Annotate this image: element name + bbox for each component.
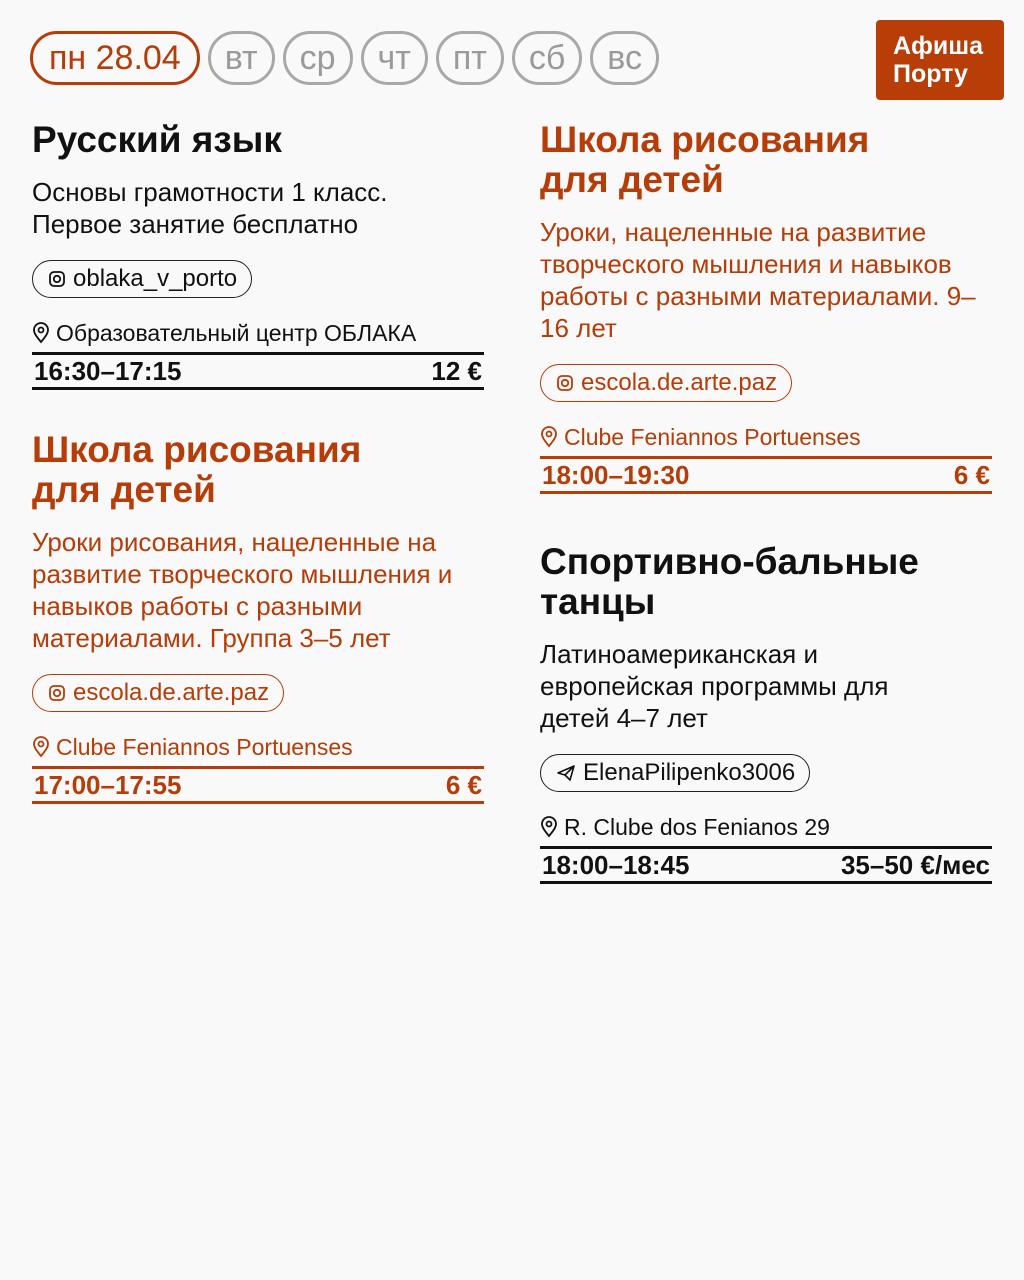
event-card [32, 120, 484, 390]
event-time: 18:00–19:30 [542, 459, 690, 490]
event-price: 12 € [431, 355, 482, 386]
logo-line1: Афиша [893, 32, 984, 60]
event-title: Русский язык [32, 119, 282, 160]
logo-line2: Порту [893, 60, 968, 88]
location-pin-icon [540, 426, 558, 448]
time-price-bar [540, 846, 992, 884]
location-pin-icon [540, 816, 558, 838]
event-place [32, 734, 484, 760]
place-label: R. Clube dos Fenianos 29 [564, 813, 830, 840]
event-description: Основы грамотности 1 класс. Первое занятие бесплатно [32, 177, 388, 239]
contact-tag[interactable] [32, 674, 284, 712]
day-selector [30, 31, 659, 85]
day-tab-sun[interactable]: вс [590, 31, 659, 85]
event-description: Латиноамериканская и европейская программы для детей 4–7 лет [540, 639, 889, 733]
event-description: Уроки, нацеленные на развитие творческого мышления и навыков работы с разными материалами. 9–16 лет [540, 217, 976, 343]
day-tab-tue[interactable]: вт [208, 31, 275, 85]
time-price-bar [540, 456, 992, 494]
place-label: Clube Feniannos Portuenses [564, 423, 861, 450]
event-place [32, 320, 484, 346]
contact-tag[interactable] [540, 364, 792, 402]
time-price-bar [32, 766, 484, 804]
event-title: Школа рисования для детей [540, 119, 870, 200]
location-pin-icon [32, 736, 50, 758]
instagram-icon [49, 271, 65, 287]
instagram-icon [557, 375, 573, 391]
instagram-icon [49, 685, 65, 701]
day-tab-sat[interactable]: сб [512, 31, 582, 85]
location-pin-icon [32, 322, 50, 344]
event-price: 6 € [953, 459, 990, 490]
event-time: 18:00–18:45 [542, 849, 690, 880]
logo [876, 20, 1004, 100]
contact-label: ElenaPilipenko3006 [583, 759, 796, 786]
event-description: Уроки рисования, нацеленные на развитие творческого мышления и навыков работы с разными материалами. Группа 3–5 лет [32, 527, 453, 653]
time-price-bar [32, 352, 484, 390]
day-tab-wed[interactable]: ср [283, 31, 353, 85]
event-card [540, 120, 992, 494]
contact-tag[interactable] [540, 754, 810, 792]
event-card [540, 542, 992, 884]
event-place [540, 814, 992, 840]
event-price: 6 € [445, 769, 482, 800]
day-tab-fri[interactable]: пт [436, 31, 504, 85]
telegram-icon [557, 765, 575, 781]
day-tab-thu[interactable]: чт [361, 31, 428, 85]
day-tab-mon[interactable]: пн 28.04 [30, 31, 200, 85]
event-time: 16:30–17:15 [34, 355, 182, 386]
contact-label: escola.de.arte.paz [73, 679, 270, 706]
event-card [32, 430, 484, 804]
contact-label: escola.de.arte.paz [581, 369, 778, 396]
event-title: Спортивно-бальные танцы [540, 541, 919, 622]
event-price: 35–50 €/мес [840, 849, 990, 880]
place-label: Образовательный центр ОБЛАКА [56, 319, 417, 346]
event-time: 17:00–17:55 [34, 769, 182, 800]
contact-label: oblaka_v_porto [73, 265, 238, 292]
event-place [540, 424, 992, 450]
contact-tag[interactable] [32, 260, 252, 298]
event-title: Школа рисования для детей [32, 429, 362, 510]
place-label: Clube Feniannos Portuenses [56, 733, 353, 760]
